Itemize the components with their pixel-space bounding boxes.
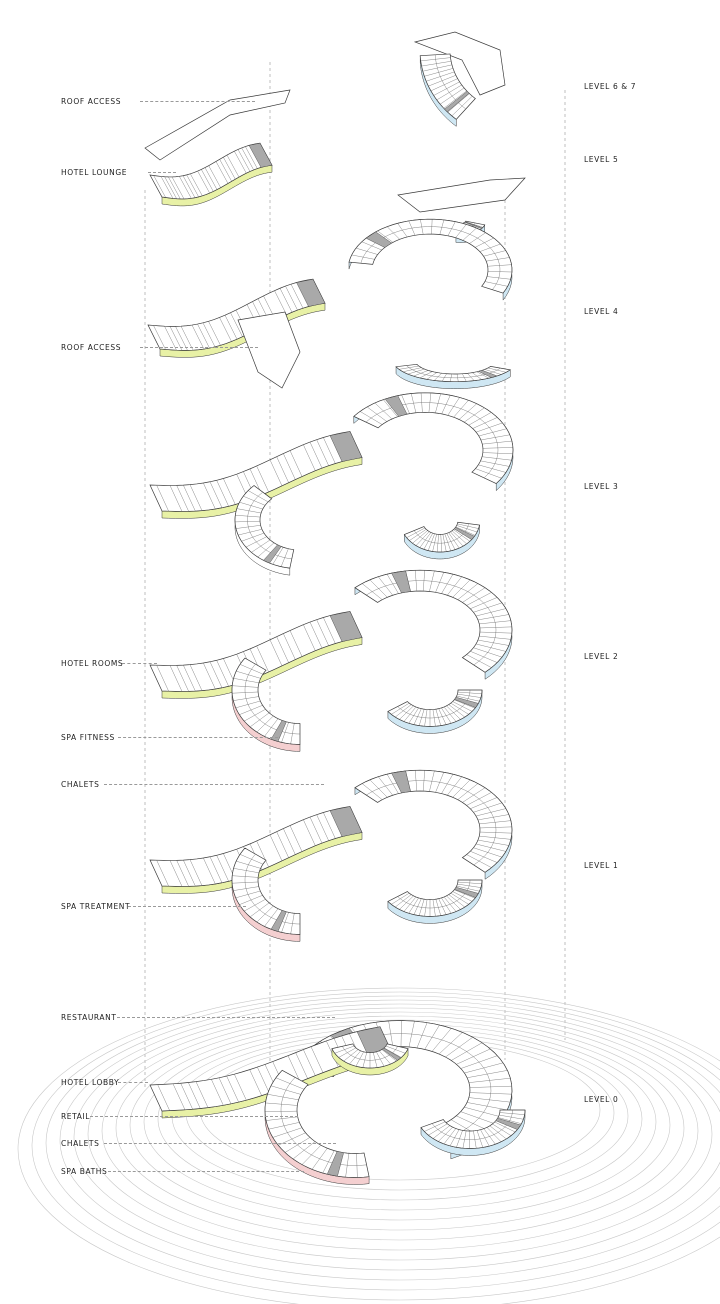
leader-line — [104, 1143, 336, 1144]
floor-plates — [145, 32, 525, 1184]
leader-line — [118, 1082, 148, 1083]
level-3-lower-plate — [404, 522, 479, 559]
label-spa-baths: SPA BATHS — [61, 1167, 108, 1176]
label-roof-access: ROOF ACCESS — [61, 97, 122, 106]
label-restaurant: RESTAURANT — [61, 1013, 117, 1022]
plate-top — [354, 393, 513, 484]
label-roof-access: ROOF ACCESS — [61, 343, 122, 352]
label-hotel-lounge: HOTEL LOUNGE — [61, 168, 128, 177]
label-level-4: LEVEL 4 — [584, 307, 619, 316]
plate-top — [265, 1070, 369, 1177]
level-0-spa-baths-plate — [265, 1070, 369, 1184]
plate-top — [355, 570, 512, 672]
level-2-chalet-plate — [388, 690, 482, 733]
leader-line — [90, 1116, 298, 1117]
label-chalets: CHALETS — [61, 780, 100, 789]
vertical-guides — [145, 62, 565, 1140]
leader-line — [140, 101, 255, 102]
leader-line — [104, 784, 324, 785]
level-1-arc-plate — [355, 770, 512, 879]
leader-line — [122, 663, 157, 664]
level-4-lower-plate — [396, 364, 510, 388]
leader-line — [108, 1171, 304, 1172]
label-level-5: LEVEL 5 — [584, 155, 619, 164]
label-chalets: CHALETS — [61, 1139, 100, 1148]
leader-line — [128, 906, 246, 907]
label-level-3: LEVEL 3 — [584, 482, 619, 491]
label-hotel-rooms: HOTEL ROOMS — [61, 659, 124, 668]
leader-line — [118, 737, 278, 738]
leader-line — [117, 1017, 335, 1018]
leader-line — [140, 347, 258, 348]
level-3-inner-plate — [235, 486, 294, 576]
label-level-6-7: LEVEL 6 & 7 — [584, 82, 637, 91]
level-4-arc-plate — [349, 219, 512, 300]
label-level-0: LEVEL 0 — [584, 1095, 619, 1104]
plate-top — [355, 770, 512, 872]
label-level-2: LEVEL 2 — [584, 652, 619, 661]
plate-top — [235, 486, 294, 569]
level-3-arc-plate — [354, 393, 513, 491]
level-4-roof-access — [238, 312, 300, 388]
level-4-hotel-plate — [148, 279, 325, 357]
level-5-roof-slab — [398, 178, 525, 212]
label-spa-fitness: SPA FITNESS — [61, 733, 115, 742]
label-spa-treatment: SPA TREATMENT — [61, 902, 131, 911]
label-level-1: LEVEL 1 — [584, 861, 619, 870]
leader-line — [148, 172, 176, 173]
level-1-chalet-plate — [388, 880, 482, 923]
level-2-arc-plate — [355, 570, 512, 679]
label-hotel-lobby: HOTEL LOBBY — [61, 1078, 120, 1087]
label-retail: RETAIL — [61, 1112, 91, 1121]
